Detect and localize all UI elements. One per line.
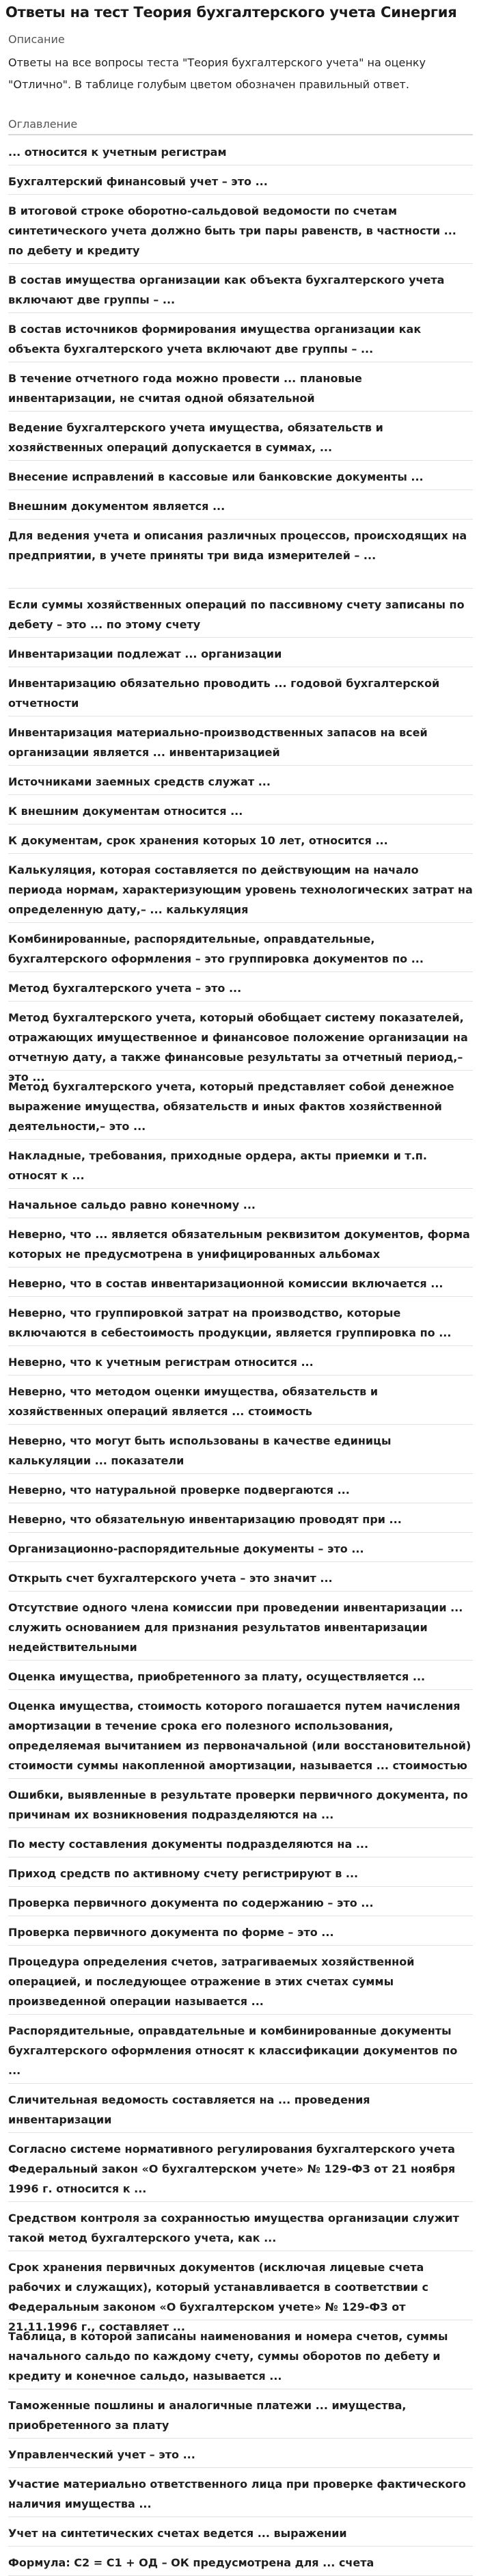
toc-item[interactable]: Неверно, что натуральной проверке подвергаются ... — [8, 1484, 350, 1497]
toc-separator — [8, 312, 473, 313]
toc-item[interactable]: Приход средств по активному счету регистрируют в ... — [8, 1867, 359, 1880]
toc-item[interactable]: Неверно, что обязательную инвентаризацию проводят при ... — [8, 1513, 402, 1526]
toc-item[interactable]: Источниками заемных средств служат ... — [8, 775, 271, 788]
toc-item[interactable]: Управленческий учет – это ... — [8, 2448, 195, 2461]
toc-item[interactable]: Согласно системе нормативного регулирования бухгалтерского учета Федеральный закон «О бухгалтерском учете» № 129-ФЗ от 21 ноября 1996 г. относится к ... — [8, 2143, 456, 2195]
toc-item[interactable]: Калькуляция, которая составляется по действующим на начало периода нормам, характеризующим уровень технологических затрат на определенную дату,– ... калькуляция — [8, 863, 473, 916]
description-heading: Описание — [8, 33, 65, 46]
toc-item[interactable]: Для ведения учета и описания различных процессов, происходящих на предприятии, в учете приняты три вида измерителей – ... — [8, 529, 467, 562]
toc-item[interactable]: По месту составления документы подразделяются на ... — [8, 1838, 369, 1851]
toc-item[interactable]: Неверно, что могут быть использованы в качестве единицы калькуляции ... показатели — [8, 1434, 392, 1467]
toc-separator — [8, 1188, 473, 1189]
toc-separator — [8, 1001, 473, 1002]
toc-separator — [8, 2438, 473, 2439]
toc-separator — [8, 922, 473, 923]
toc-item[interactable]: Учет на синтетических счетах ведется ... выражении — [8, 2527, 347, 2540]
toc-item[interactable]: Начальное сальдо равно конечному ... — [8, 1198, 256, 1211]
toc-separator — [8, 1689, 473, 1690]
toc-separator — [8, 1296, 473, 1297]
toc-item[interactable]: Метод бухгалтерского учета – это ... — [8, 982, 242, 995]
toc-separator — [8, 1139, 473, 1140]
toc-separator — [8, 2132, 473, 2133]
toc-separator — [8, 1591, 473, 1592]
toc-item[interactable]: Участие материально ответственного лица при проверке фактического наличия имущества ... — [8, 2478, 466, 2510]
toc-item[interactable]: Бухгалтерский финансовый учет – это ... — [8, 175, 268, 188]
toc-item[interactable]: Проверка первичного документа по содержанию – это ... — [8, 1896, 374, 1909]
toc-separator — [8, 2083, 473, 2084]
toc-item[interactable]: Неверно, что в состав инвентаризационной комиссии включается ... — [8, 1277, 443, 1290]
toc-separator — [8, 794, 473, 795]
toc-separator — [8, 1660, 473, 1661]
toc-item[interactable]: Средством контроля за сохранностью имущества организации служит такой метод бухгалтерского учета, как ... — [8, 2212, 459, 2244]
toc-item[interactable]: Срок хранения первичных документов (исключая лицевые счета рабочих и служащих), который устанавливается в соответствии с Федеральным законом «О бухгалтерском учете» № 129-ФЗ от 21.11.1996 г., составляет ... — [8, 2261, 428, 2333]
toc-separator — [8, 2467, 473, 2468]
toc-item[interactable]: Таможенные пошлины и аналогичные платежи ... имущества, приобретенного за плату — [8, 2399, 407, 2432]
toc-separator — [8, 1424, 473, 1425]
toc-separator — [8, 489, 473, 490]
toc-separator — [8, 588, 473, 589]
toc-item[interactable]: Открыть счет бухгалтерского учета – это значит ... — [8, 1572, 333, 1585]
toc-item[interactable]: Ведение бухгалтерского учета имущества, обязательств и хозяйственных операций допускается в суммах, ... — [8, 421, 383, 454]
toc-separator — [8, 2546, 473, 2547]
toc-separator — [8, 1070, 473, 1071]
toc-divider — [8, 134, 473, 135]
description-text: Ответы на все вопросы теста "Теория бухгалтерского учета" на оценку "Отлично". В таблице голубым цветом обозначен правильный ответ. — [8, 56, 426, 91]
toc-heading: Оглавление — [8, 118, 78, 131]
toc-separator — [8, 1345, 473, 1346]
toc-item[interactable]: К документам, срок хранения которых 10 лет, относится ... — [8, 834, 388, 847]
toc-separator — [8, 637, 473, 638]
toc-item[interactable]: Метод бухгалтерского учета, который обобщает систему показателей, отражающих имущественное и финансовое положение организации на отчетную дату, а также финансовые результаты за отчетный период,– это ... — [8, 1011, 468, 1084]
toc-separator — [8, 1778, 473, 1779]
toc-item[interactable]: Проверка первичного документа по форме – это ... — [8, 1926, 334, 1939]
toc-item[interactable]: Внешним документом является ... — [8, 500, 225, 513]
toc-item[interactable]: Сличительная ведомость составляется на ... проведения инвентаризации — [8, 2093, 370, 2126]
toc-item[interactable]: ... относится к учетным регистрам — [8, 146, 227, 159]
toc-item[interactable]: Инвентаризации подлежат ... организации — [8, 647, 282, 660]
toc-item[interactable]: Отсутствие одного члена комиссии при проведении инвентаризации ... служить основанием для признания результатов инвентаризации недействительными — [8, 1601, 463, 1654]
toc-item[interactable]: Накладные, требования, приходные ордера, акты приемки и т.п. относят к ... — [8, 1149, 427, 1182]
toc-separator — [8, 1945, 473, 1946]
toc-item[interactable]: Таблица, в которой записаны наименования и номера счетов, суммы начального сальдо по каждому счету, суммы оборотов по дебету и кредиту и конечное сальдо, называется ... — [8, 2330, 448, 2383]
toc-separator — [8, 1473, 473, 1474]
toc-item[interactable]: Организационно-распорядительные документы – это ... — [8, 1542, 364, 1555]
toc-separator — [8, 460, 473, 461]
toc-item[interactable]: В течение отчетного года можно провести ... плановые инвентаризации, не считая одной обязательной — [8, 372, 362, 405]
toc-separator — [8, 2014, 473, 2015]
page-title: Ответы на тест Теория бухгалтерского учета Синергия — [5, 4, 457, 21]
toc-separator — [8, 263, 473, 264]
toc-separator — [8, 519, 473, 520]
toc-separator — [8, 971, 473, 972]
toc-separator — [8, 765, 473, 766]
toc-item[interactable]: В состав источников формирования имущества организации как объекта бухгалтерского учета включают две группы – ... — [8, 323, 422, 355]
toc-item[interactable]: Распорядительные, оправдательные и комбинированные документы бухгалтерского оформления относят к классификации документов по ... — [8, 2024, 458, 2077]
toc-item[interactable]: Оценка имущества, приобретенного за плату, осуществляется ... — [8, 1670, 426, 1683]
toc-separator — [8, 2201, 473, 2202]
toc-item[interactable]: Внесение исправлений в кассовые или банковские документы ... — [8, 470, 424, 483]
toc-item[interactable]: Метод бухгалтерского учета, который представляет собой денежное выражение имущества, обязательств и иных фактов хозяйственной деятельности,– это ... — [8, 1080, 454, 1133]
toc-separator — [8, 411, 473, 412]
toc-item[interactable]: Формула: С2 = С1 + ОД – ОК предусмотрена для ... счета — [8, 2556, 374, 2569]
toc-item[interactable]: Инвентаризация материально-производственных запасов на всей организации является ... инвентаризацией — [8, 726, 428, 759]
toc-item[interactable]: Неверно, что группировкой затрат на производство, которые включаются в себестоимость продукции, является группировка по ... — [8, 1306, 452, 1339]
toc-item[interactable]: Если суммы хозяйственных операций по пассивному счету записаны по дебету – это ... по этому счету — [8, 598, 465, 631]
toc-separator — [8, 194, 473, 195]
toc-item[interactable]: Инвентаризацию обязательно проводить ... годовой бухгалтерской отчетности — [8, 677, 440, 710]
toc-item[interactable]: В состав имущества организации как объекта бухгалтерского учета включают две группы – ... — [8, 273, 445, 306]
toc-item[interactable]: Процедура определения счетов, затрагиваемых хозяйственной операцией, и последующее отражение в этих счетах суммы произведенной операции называется ... — [8, 1955, 415, 2008]
toc-item[interactable]: Ошибки, выявленные в результате проверки первичного документа, по причинам их возникновения подразделяются на ... — [8, 1788, 468, 1821]
toc-separator — [8, 1886, 473, 1887]
toc-item[interactable]: Неверно, что ... является обязательным реквизитом документов, форма которых не предусмотрена в унифицированных альбомах — [8, 1228, 470, 1261]
toc-item[interactable]: Неверно, что к учетным регистрам относится ... — [8, 1356, 314, 1369]
toc-separator — [8, 1561, 473, 1562]
toc-separator — [8, 1827, 473, 1828]
toc-separator — [8, 1375, 473, 1376]
toc-item[interactable]: Комбинированные, распорядительные, оправдательные, бухгалтерского оформления – это группировка документов по ... — [8, 933, 424, 965]
toc-separator — [8, 853, 473, 854]
toc-item[interactable]: Оценка имущества, стоимость которого погашается путем начисления амортизации в течение срока его полезного использования, определяемая вычитанием из первоначальной (или восстановительной) стоимости суммы накопленной амортизации, называется ... стоимостью — [8, 1700, 471, 1772]
toc-item[interactable]: Неверно, что методом оценки имущества, обязательств и хозяйственных операций является ... стоимость — [8, 1385, 379, 1418]
toc-item[interactable]: К внешним документам относится ... — [8, 805, 243, 818]
toc-item[interactable]: В итоговой строке оборотно-сальдовой ведомости по счетам синтетического учета должно быть три пары равенств, в частности ... по дебету и кредиту — [8, 204, 456, 257]
toc-separator — [8, 1532, 473, 1533]
